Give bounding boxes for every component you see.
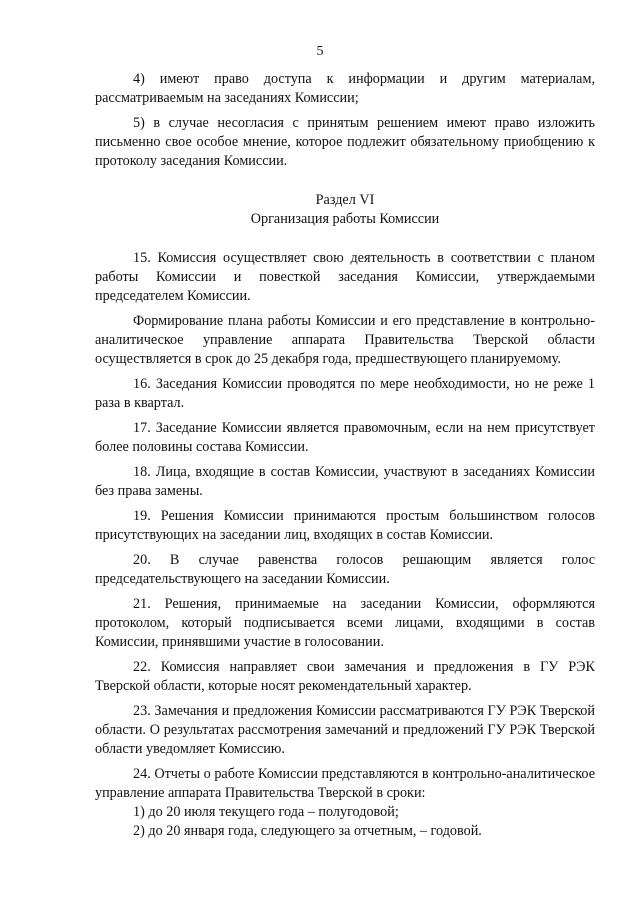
intro-item-4: 4) имеют право доступа к информации и другим материалам, рассматриваемым на заседаниях Комиссии; [95, 71, 595, 106]
paragraph-plan: Формирование плана работы Комиссии и его представление в контрольно-аналитическое управление аппарата Правительства Тверской области осуществляется в срок до 25 декабря года, предшествующего планируемому. [95, 313, 595, 367]
section-title: Организация работы Комиссии [250, 211, 440, 227]
section-heading [95, 191, 595, 229]
paragraph-24: 24. Отчеты о работе Комиссии представляются в контрольно-аналитическое управление аппарата Правительства Тверской в сроки: [95, 766, 595, 801]
page-number: 5 [316, 44, 324, 59]
paragraph-18: 18. Лица, входящие в состав Комиссии, участвуют в заседаниях Комиссии без права замены. [95, 464, 595, 499]
paragraph-20: 20. В случае равенства голосов решающим является голос председательствующего на заседании Комиссии. [95, 552, 595, 587]
paragraph-21: 21. Решения, принимаемые на заседании Комиссии, оформляются протоколом, который подписывается всеми лицами, входящими в состав Комиссии, принявшими участие в голосовании. [95, 596, 595, 650]
paragraph-17: 17. Заседание Комиссии является правомочным, если на нем присутствует более половины состава Комиссии. [95, 420, 595, 455]
paragraph-24-item-2: 2) до 20 января года, следующего за отчетным, – годовой. [133, 823, 482, 839]
paragraph-16: 16. Заседания Комиссии проводятся по мере необходимости, но не реже 1 раза в квартал. [95, 376, 595, 411]
document-body [95, 70, 595, 841]
paragraph-22: 22. Комиссия направляет свои замечания и предложения в ГУ РЭК Тверской области, которые носят рекомендательный характер. [95, 659, 595, 694]
paragraph-19: 19. Решения Комиссии принимаются простым большинством голосов присутствующих на заседании лиц, входящих в состав Комиссии. [95, 508, 595, 543]
section-number: Раздел VI [315, 192, 375, 208]
paragraph-15: 15. Комиссия осуществляет свою деятельность в соответствии с планом работы Комиссии и повесткой заседания Комиссии, утверждаемыми председателем Комиссии. [95, 250, 595, 304]
intro-item-5: 5) в случае несогласия с принятым решением имеют право изложить письменно свое особое мнение, которое подлежит обязательному приобщению к протоколу заседания Комиссии. [95, 115, 595, 169]
paragraph-24-item-1: 1) до 20 июля текущего года – полугодовой; [133, 804, 399, 820]
paragraph-23: 23. Замечания и предложения Комиссии рассматриваются ГУ РЭК Тверской области. О результатах рассмотрения замечаний и предложений ГУ РЭК Тверской области уведомляет Комиссию. [95, 703, 595, 757]
